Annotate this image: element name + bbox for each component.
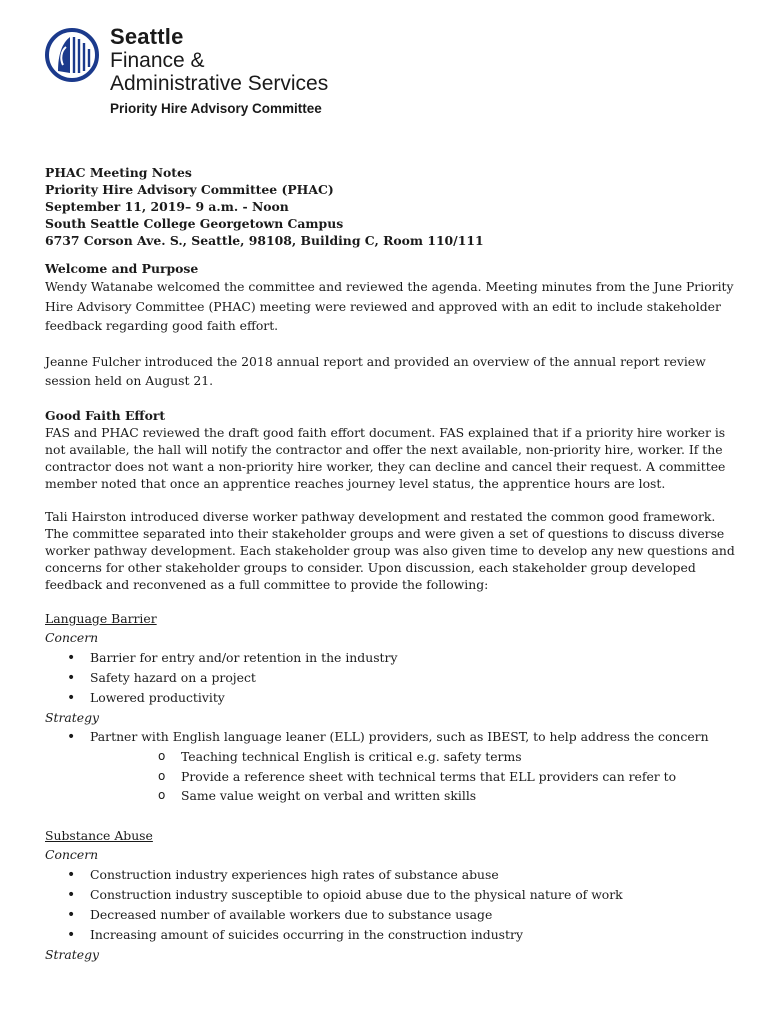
good-faith-heading: Good Faith Effort <box>45 407 166 423</box>
good-faith-paragraph-1: FAS and PHAC reviewed the draft good faith effort document. FAS explained that if a priority hire worker is not available, the hall will notify the contractor and offer the next available, non-priority hire, worker. If the contractor does not want a non-priority hire worker, they can decline and cancel their request. A committee member noted that once an apprentice reaches journey level status, the apprentice hours are lost. <box>45 424 726 491</box>
language-barrier-strategies <box>45 727 735 747</box>
meeting-title: PHAC Meeting Notes <box>45 165 192 180</box>
welcome-paragraph-2: Jeanne Fulcher introduced the 2018 annual report and provided an overview of the annual report review session held on August 21. <box>45 353 706 388</box>
substance-abuse-strategy-label: Strategy <box>45 946 100 962</box>
sub-list-item: o Same value weight on verbal and written skills <box>45 786 735 806</box>
good-faith-paragraph-2: Tali Hairston introduced diverse worker pathway development and restated the common good framework. The committee separated into their stakeholder groups and were given a set of questions to discuss diverse worker pathway development. Each stakeholder group was also given time to develop any new questions and concerns for other stakeholder groups to consider. Upon discussion, each stakeholder group developed feedback and reconvened as a full committee to provide the following: <box>45 508 735 592</box>
committee-subheading: Priority Hire Advisory Committee <box>110 101 322 116</box>
meeting-datetime: September 11, 2019– 9 a.m. - Noon <box>45 199 289 214</box>
seattle-fas-logo <box>44 24 344 96</box>
logo-line-admin: Administrative Services <box>110 72 329 95</box>
sub-list-item: o Teaching technical English is critical e.g. safety terms <box>45 747 735 767</box>
language-barrier-heading: Language Barrier <box>45 610 157 626</box>
list-item: • Lowered productivity <box>45 688 735 708</box>
substance-abuse-concern-label: Concern <box>45 847 99 862</box>
language-barrier-strategy-label: Strategy <box>45 709 100 725</box>
welcome-heading: Welcome and Purpose <box>45 261 199 276</box>
list-item: • Construction industry susceptible to opioid abuse due to the physical nature of work <box>45 885 735 905</box>
substance-abuse-concerns <box>45 865 735 945</box>
logo-line-seattle: Seattle <box>110 24 184 49</box>
list-item: • Increasing amount of suicides occurring in the construction industry <box>45 925 735 945</box>
language-barrier-concerns <box>45 648 735 708</box>
seattle-seal-icon <box>44 27 100 83</box>
list-item: • Safety hazard on a project <box>45 668 735 688</box>
meeting-location: South Seattle College Georgetown Campus <box>45 216 344 231</box>
sub-list-item: o Provide a reference sheet with technical terms that ELL providers can refer to <box>45 767 735 787</box>
meeting-address: 6737 Corson Ave. S., Seattle, 98108, Building C, Room 110/111 <box>45 233 484 248</box>
language-barrier-sub-items <box>45 747 735 806</box>
logo-line-finance: Finance & <box>110 49 205 72</box>
document-body <box>45 164 735 964</box>
list-item: • Decreased number of available workers due to substance usage <box>45 905 735 925</box>
list-item: • Construction industry experiences high rates of substance abuse <box>45 865 735 885</box>
list-item: • Barrier for entry and/or retention in the industry <box>45 648 735 668</box>
welcome-paragraph-1: Wendy Watanabe welcomed the committee and reviewed the agenda. Meeting minutes from the June Priority Hire Advisory Committee (PHAC) meeting were reviewed and approved with an edit to include stakeholder feedback regarding good faith effort. <box>45 279 734 333</box>
list-item: • Partner with English language leaner (ELL) providers, such as IBEST, to help address the concern <box>45 727 735 747</box>
language-barrier-concern-label: Concern <box>45 630 99 645</box>
meeting-committee: Priority Hire Advisory Committee (PHAC) <box>45 182 334 197</box>
substance-abuse-heading: Substance Abuse <box>45 827 153 843</box>
